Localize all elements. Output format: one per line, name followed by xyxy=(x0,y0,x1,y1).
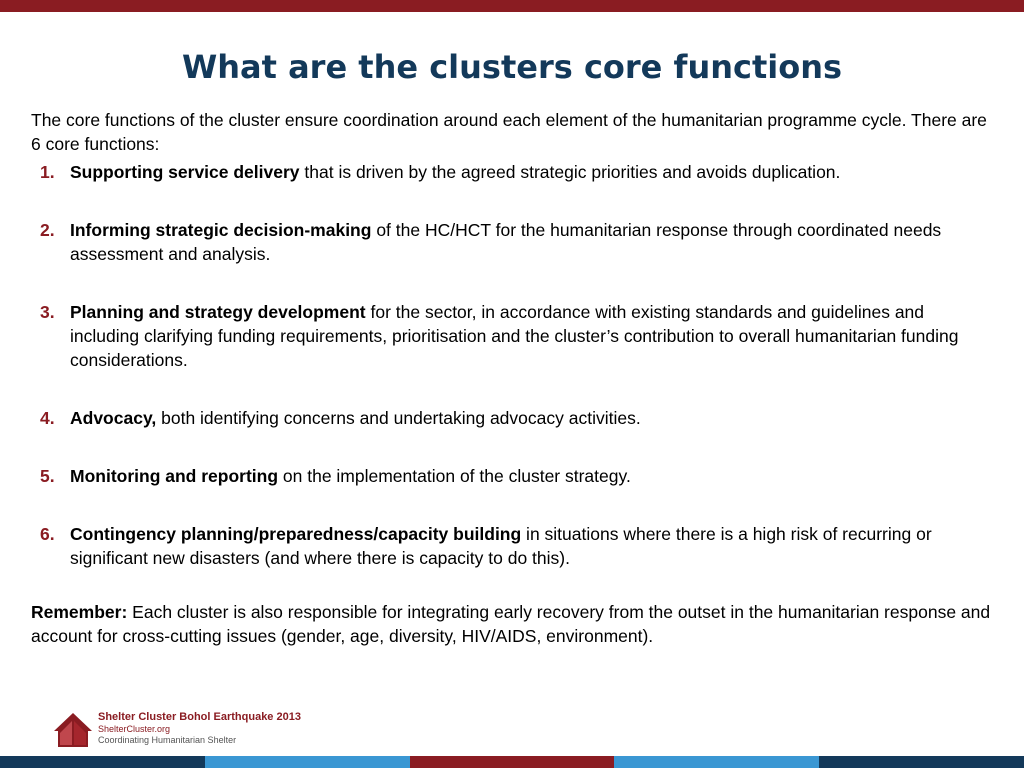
bottom-bar-segment xyxy=(819,756,1024,768)
footer-url[interactable]: ShelterCluster.org xyxy=(98,724,171,734)
item-text: for the sector, in accordance with existing standards and guidelines and including clarifying funding requirements, prioritisation and the cluster’s contribution to overall humanitarian funding considerations. xyxy=(70,302,959,370)
item-number: 2. xyxy=(40,220,55,240)
item-number: 6. xyxy=(40,524,55,544)
item-text: that is driven by the agreed strategic priorities and avoids duplication. xyxy=(299,162,841,182)
bottom-bar-segment xyxy=(205,756,410,768)
item-heading: Informing strategic decision-making xyxy=(70,220,372,240)
list-item xyxy=(31,300,991,372)
item-heading: Advocacy, xyxy=(70,408,157,428)
item-text: both identifying concerns and undertaking advocacy activities. xyxy=(156,408,641,428)
remember-text: Each cluster is also responsible for integrating early recovery from the outset in the humanitarian response and account for cross-cutting issues (gender, age, diversity, HIV/AIDS, environment). xyxy=(31,602,991,646)
list-item xyxy=(31,464,991,488)
bottom-accent-bar xyxy=(0,756,1024,768)
list-item xyxy=(31,218,991,266)
list-item xyxy=(31,522,991,570)
remember-label: Remember: xyxy=(31,602,128,622)
shelter-cluster-logo-icon xyxy=(52,709,94,749)
footer-tagline: Coordinating Humanitarian Shelter xyxy=(98,735,237,745)
list-item xyxy=(31,160,991,184)
item-number: 3. xyxy=(40,302,55,322)
footer-text xyxy=(98,711,301,746)
list-item xyxy=(31,406,991,430)
bottom-bar-segment xyxy=(614,756,819,768)
item-number: 5. xyxy=(40,466,55,486)
item-text: on the implementation of the cluster strategy. xyxy=(278,466,631,486)
footer-title: Shelter Cluster Bohol Earthquake 2013 xyxy=(98,711,301,723)
item-heading: Planning and strategy development xyxy=(70,302,366,322)
remember-note xyxy=(31,600,1001,648)
item-heading: Contingency planning/preparedness/capacity building xyxy=(70,524,522,544)
item-heading: Supporting service delivery xyxy=(70,162,300,182)
item-number: 1. xyxy=(40,162,55,182)
slide-title: What are the clusters core functions xyxy=(181,48,843,86)
bottom-bar-segment xyxy=(0,756,205,768)
top-accent-bar xyxy=(0,0,1024,12)
item-number: 4. xyxy=(40,408,55,428)
core-functions-list xyxy=(31,160,991,604)
intro-paragraph: The core functions of the cluster ensure coordination around each element of the humanitarian programme cycle. There are 6 core functions: xyxy=(31,110,987,154)
item-text: in situations where there is a high risk of recurring or significant new disasters (and where there is capacity to do this). xyxy=(70,524,932,568)
footer xyxy=(52,705,452,749)
item-text: of the HC/HCT for the humanitarian response through coordinated needs assessment and analysis. xyxy=(70,220,942,264)
item-heading: Monitoring and reporting xyxy=(70,466,279,486)
bottom-bar-segment xyxy=(410,756,615,768)
